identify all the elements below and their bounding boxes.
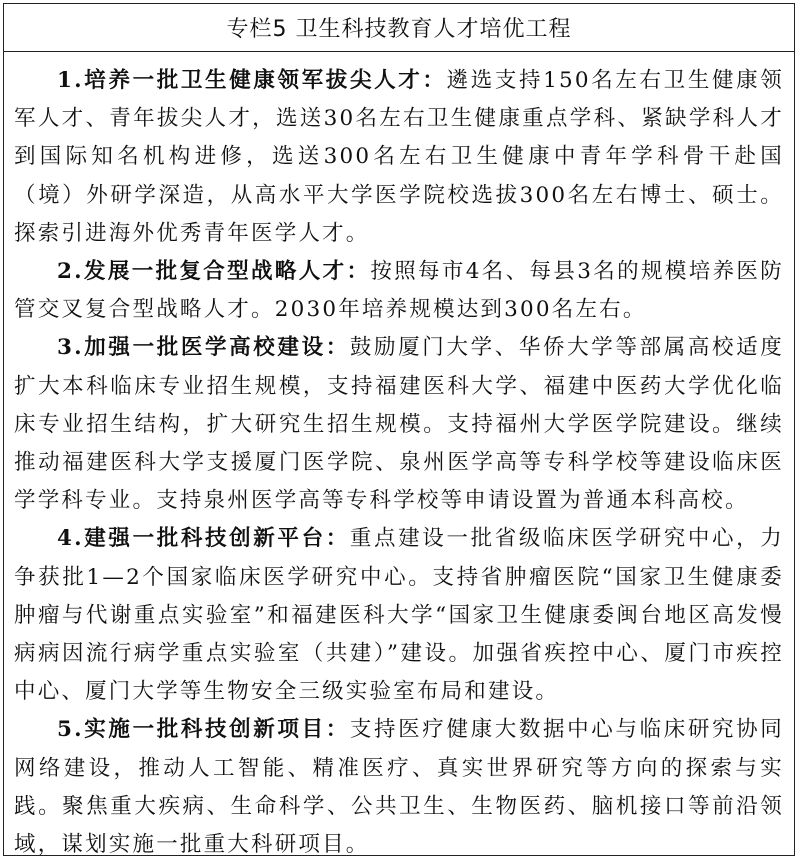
item-heading-2: 2.发展一批复合型战略人才： [57, 259, 371, 285]
item-body-4: 重点建设一批省级临床医学研究中心，力争获批1—2个国家临床医学研究中心。支持省肿瘤医院“国家卫生健康委肿瘤与代谢重点实验室”和福建医科大学“国家卫生健康委闽台地区高发慢病病因流行病学重点实验室（共建）”建设。加强省疾控中心、厦门市疾控中心、厦门大学等生物安全三级实验室布局和建设。 [14, 526, 785, 705]
item-body-2: 按照每市4名、每县3名的规模培养医防管交叉复合型战略人才。2030年培养规模达到300名左右。 [14, 259, 784, 323]
item-paragraph-1 [14, 62, 784, 253]
item-paragraph-5 [14, 711, 784, 864]
column-content [4, 52, 794, 864]
item-body-3: 鼓励厦门大学、华侨大学等部属高校适度扩大本科临床专业招生规模，支持福建医科大学、福建中医药大学优化临床专业招生结构，扩大研究生招生规模。支持福州大学医学院建设。继续推动福建医科大学支援厦门医学院、泉州医学高等专科学校等建设临床医学学科专业。支持泉州医学高等专科学校等申请设置为普通本科高校。 [14, 335, 785, 514]
item-paragraph-2 [14, 253, 784, 329]
item-paragraph-3 [14, 329, 784, 520]
item-paragraph-4 [14, 520, 784, 711]
column-box [3, 3, 795, 856]
item-body-5: 支持医疗健康大数据中心与临床研究协同网络建设，推动人工智能、精准医疗、真实世界研究等方向的探索与实践。聚焦重大疾病、生命科学、公共卫生、生物医药、脑机接口等前沿领域，谋划实施一批重大科研项目。 [14, 717, 785, 858]
item-heading-5: 5.实施一批科技创新项目： [57, 717, 350, 743]
item-heading-3: 3.加强一批医学高校建设： [57, 335, 350, 361]
item-heading-1: 1.培养一批卫生健康领军拔尖人才： [57, 68, 447, 93]
item-body-1: 遴选支持150名左右卫生健康领军人才、青年拔尖人才，选送30名左右卫生健康重点学科、紧缺学科人才到国际知名机构进修，选送300名左右卫生健康中青年学科骨干赴国（境）外研学深造，从高水平大学医学院校选拔300名左右博士、硕士。探索引进海外优秀青年医学人才。 [14, 68, 784, 246]
item-heading-4: 4.建强一批科技创新平台： [57, 526, 350, 552]
column-title: 专栏5 卫生科技教育人才培优工程 [4, 4, 794, 52]
